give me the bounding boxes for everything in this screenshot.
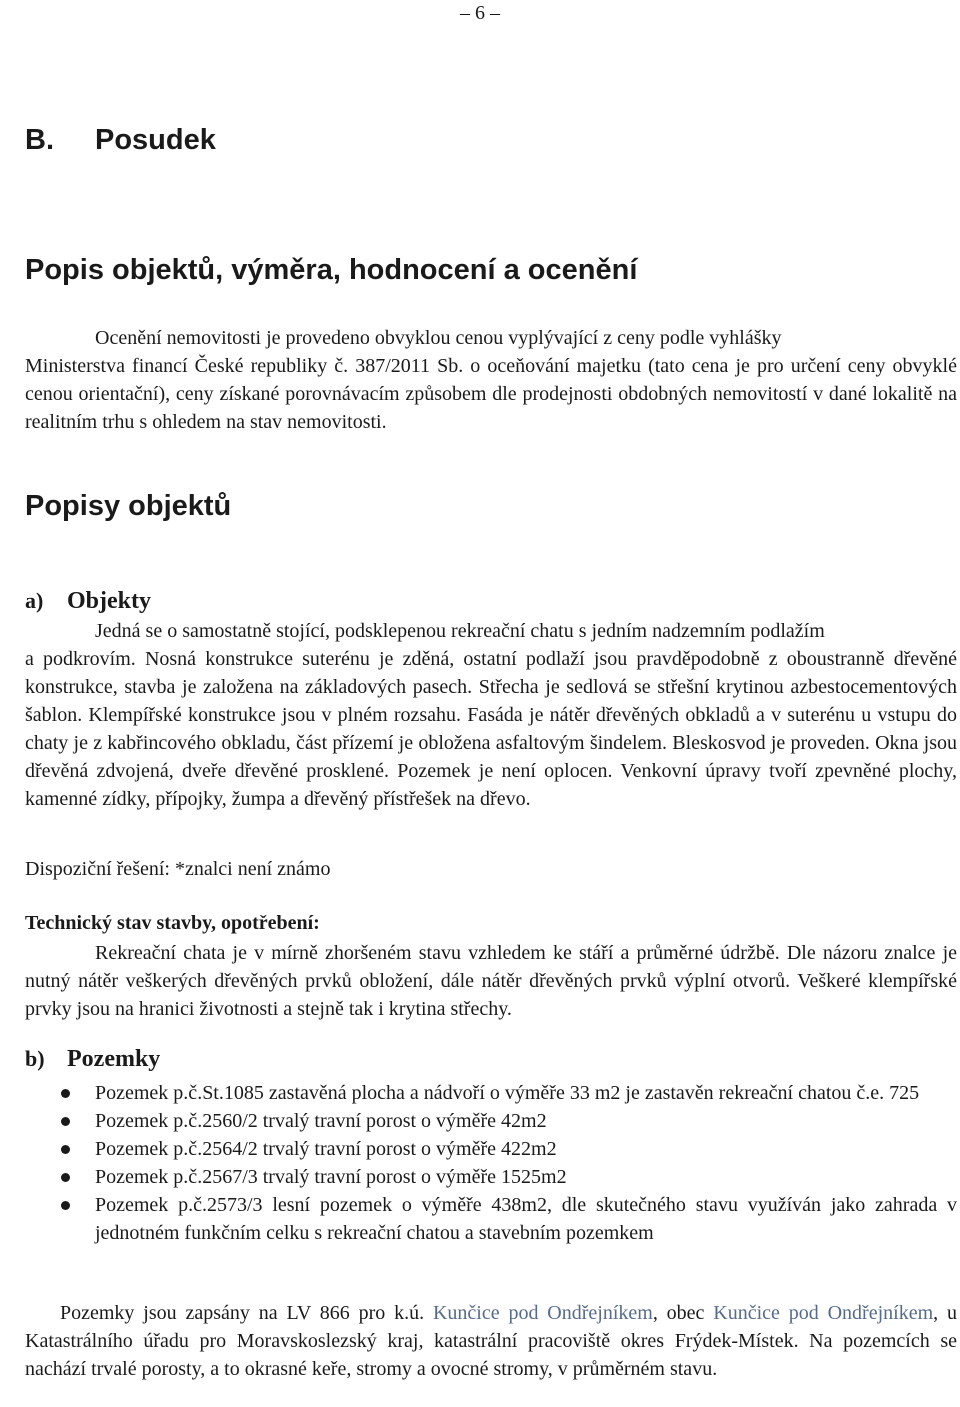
section-title: Posudek [95,124,216,156]
intro-paragraph [25,324,957,436]
technical-state-heading: Technický stav stavby, opotřebení: [25,912,320,934]
registry-text-mid: , obec [652,1302,714,1324]
land-item-text: Pozemek p.č.2564/2 trvalý travní porost o výměře 422m2 [95,1138,557,1160]
lands-title: Pozemky [67,1046,161,1072]
objects-heading [25,588,151,615]
objects-title: Objekty [67,588,151,614]
objects-rest: a podkrovím. Nosná konstrukce suterénu je zděná, ostatní podlaží jsou pravděpodobně z oboustranně dřevěné konstrukce, stavba je založena na základových pasech. Střecha je sedlová se střešní krytinou azbestocementových šablon. Klempířské konstrukce jsou v plném rozsahu. Fasáda je nátěr dřevěných obkladů a v suterénu u vstupu do chaty je z kabřincového obkladu, část přízemí je obložena asfaltovým šindelem. Bleskosvod je proveden. Okna jsou dřevěná zdvojená, dveře dřevěné prosklené. Pozemek je není oplocen. Venkovní úpravy tvoří zpevněné plochy, kamenné zídky, přípojky, žumpa a dřevěný přístřešek na dřevo. [25,648,957,810]
main-heading: Popis objektů, výměra, hodnocení a ocenění [25,254,638,286]
lands-heading [25,1046,160,1073]
land-item-text: Pozemek p.č.2573/3 lesní pozemek o výměře 438m2, dle skutečného stavu využíván jako zahrada v jednotném funkčním celku s rekreační chatou a stavebním pozemkem [95,1194,957,1244]
list-item [25,1191,957,1247]
registry-text-end: , u Katastrálního úřadu pro Moravskoslezský kraj, katastrální pracoviště okres Frýdek-Místek. Na pozemcích se nachází trvalé porosty, a to okrasné keře, stromy a ovocné stromy, v průměrném stavu. [25,1302,957,1380]
disposition-text: Dispoziční řešení: *znalci není známo [25,858,331,880]
sub-heading: Popisy objektů [25,490,232,522]
technical-state-paragraph [25,939,957,1023]
bullet-icon [61,1145,70,1154]
land-item-text: Pozemek p.č.2560/2 trvalý travní porost o výměře 42m2 [95,1110,547,1132]
section-letter: B. [25,124,54,156]
municipality-link[interactable]: Kunčice pod Ondřejníkem [713,1302,934,1324]
lands-registry-paragraph [25,1299,957,1383]
list-item [25,1135,957,1163]
cadastral-area-link[interactable]: Kunčice pod Ondřejníkem [432,1302,653,1324]
land-item-text: Pozemek p.č.2567/3 trvalý travní porost o výměře 1525m2 [95,1166,567,1188]
registry-text-start: Pozemky jsou zapsány na LV 866 pro k.ú. [60,1302,433,1324]
objects-description [25,617,957,813]
intro-first-line: Ocenění nemovitosti je provedeno obvyklou cenou vyplývající z ceny podle vyhlášky [95,327,782,349]
objects-first-line: Jedná se o samostatně stojící, podsklepenou rekreační chatu s jedním nadzemním podlažím [95,620,825,642]
technical-state-text: Rekreační chata je v mírně zhoršeném stavu vzhledem ke stáří a průměrné údržbě. Dle názoru znalce je nutný nátěr veškerých dřevěných prvků obložení, dále nátěr dřevěných prvků výplní otvorů. Veškeré klempířské prvky jsou na hranici životnosti a stejně tak i krytina střechy. [25,942,957,1020]
bullet-icon [61,1089,70,1098]
lands-mark: b) [25,1046,45,1071]
bullet-icon [61,1173,70,1182]
list-item [25,1079,957,1107]
land-list [25,1079,957,1247]
bullet-icon [61,1201,70,1210]
objects-mark: a) [25,588,44,613]
section-heading [25,124,216,157]
page-number: – 6 – [460,2,500,24]
list-item [25,1163,957,1191]
list-item [25,1107,957,1135]
intro-rest: Ministerstva financí České republiky č. 387/2011 Sb. o oceňování majetku (tato cena je pro určení ceny obvyklé cenou orientační), ceny získané porovnávacím způsobem dle prodejnosti obdobných nemovitostí v dané lokalitě na realitním trhu s ohledem na stav nemovitosti. [25,355,957,433]
land-item-text: Pozemek p.č.St.1085 zastavěná plocha a nádvoří o výměře 33 m2 je zastavěn rekreační chatou č.e. 725 [95,1082,920,1104]
bullet-icon [61,1117,70,1126]
